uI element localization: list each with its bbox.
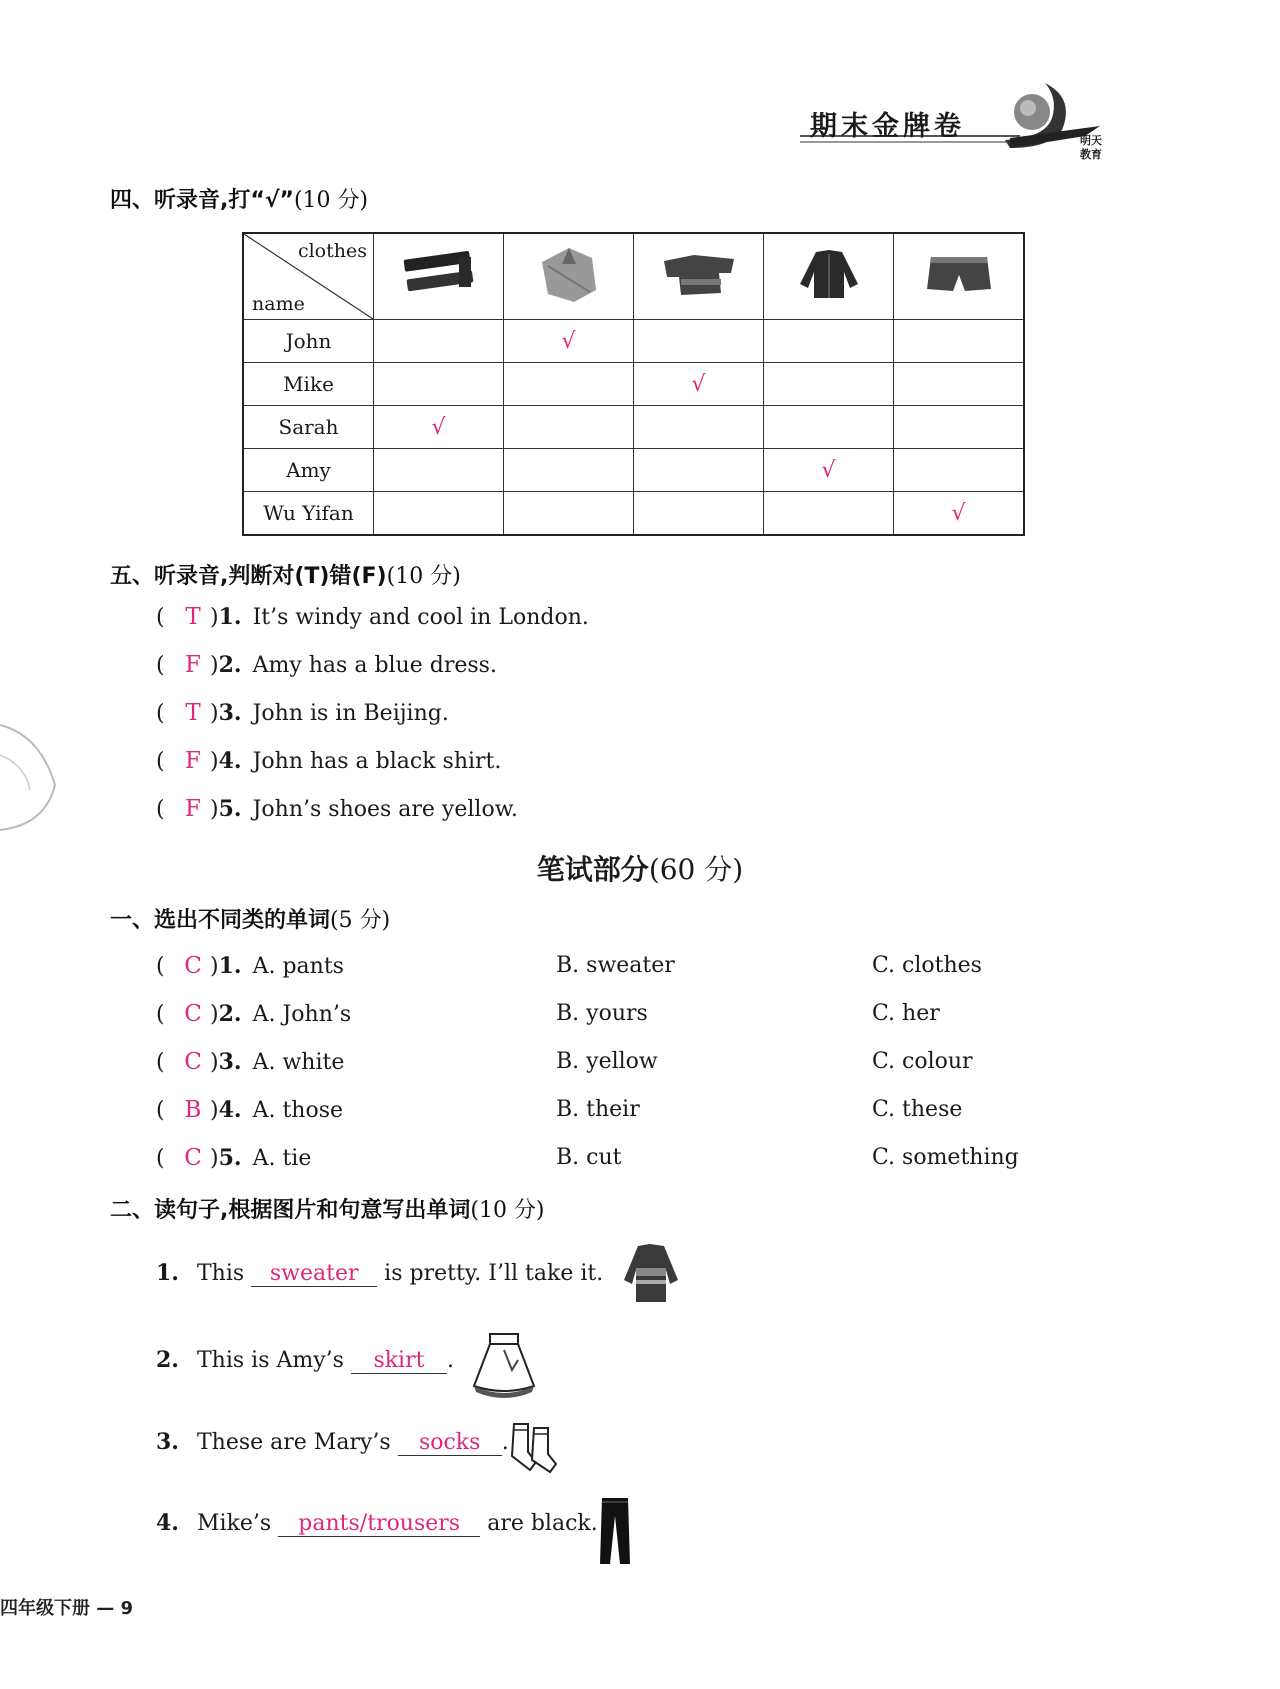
mc-number: 2. — [218, 1001, 242, 1027]
table-cell — [634, 492, 764, 536]
table-cell — [504, 492, 634, 536]
option-a: A. tie — [252, 1146, 312, 1171]
check-mark: √ — [691, 371, 706, 397]
option-b: B. yellow — [556, 1049, 658, 1074]
option-a: A. white — [252, 1050, 345, 1075]
fill-answer: skirt — [351, 1349, 447, 1374]
fill-text-before: This is Amy’s — [197, 1348, 344, 1373]
column-shorts — [894, 233, 1025, 320]
section5-points: (10 分) — [386, 564, 461, 589]
table-cell — [894, 320, 1025, 363]
part2-points: (10 分) — [470, 1198, 545, 1223]
banner-title: 期末金牌卷 — [810, 111, 965, 142]
option-b: B. cut — [556, 1145, 622, 1170]
tf-number: 5. — [218, 796, 242, 822]
tf-answer: T — [185, 604, 201, 630]
fill-text-after: . — [446, 1348, 454, 1373]
table-cell — [894, 492, 1025, 536]
mc-number: 4. — [218, 1097, 242, 1123]
tf-item: ( F )4. John has a black shirt. — [156, 748, 502, 774]
column-sweater — [634, 233, 764, 320]
table-cell — [504, 406, 634, 449]
mc-number: 5. — [218, 1145, 242, 1171]
fill-item — [156, 1347, 454, 1374]
tf-number: 4. — [218, 748, 242, 774]
option-a: A. those — [252, 1098, 344, 1123]
mc-answer: C — [184, 1145, 202, 1171]
mc-answer: C — [184, 953, 202, 979]
sweater-icon — [659, 249, 739, 299]
mc-number: 3. — [218, 1049, 242, 1075]
section5-heading-text: 五、听录音,判断对(T)错(F) — [110, 564, 387, 589]
mc-item: ( B )4. A. those — [156, 1097, 344, 1123]
row-name: Mike — [243, 363, 374, 406]
jacket-icon — [794, 246, 864, 302]
part2-heading-text: 二、读句子,根据图片和句意写出单词 — [110, 1198, 471, 1223]
tf-item: ( T )3. John is in Beijing. — [156, 700, 449, 726]
fill-number: 4. — [156, 1510, 179, 1536]
tf-item: ( F )2. Amy has a blue dress. — [156, 652, 497, 678]
row-name: Sarah — [243, 406, 374, 449]
shirt-icon — [534, 244, 604, 304]
tf-number: 1. — [218, 604, 242, 630]
option-a: A. pants — [252, 954, 344, 979]
table-row — [243, 320, 1024, 363]
option-c: C. these — [872, 1097, 963, 1122]
mc-item: ( C )3. A. white — [156, 1049, 345, 1075]
fill-text-after: is pretty. I’ll take it. — [384, 1261, 604, 1286]
trousers-icon — [596, 1496, 634, 1568]
mc-number: 1. — [218, 953, 242, 979]
fill-item — [156, 1429, 509, 1456]
sweater-icon — [620, 1240, 682, 1308]
check-mark: √ — [431, 414, 446, 440]
section5-heading — [110, 559, 461, 590]
table-cell — [374, 320, 504, 363]
fill-text-before: These are Mary’s — [197, 1430, 391, 1455]
corner-label-clothes: clothes — [297, 240, 367, 262]
option-c: C. something — [872, 1145, 1019, 1170]
part1-points: (5 分) — [330, 908, 391, 933]
fill-answer: sweater — [251, 1262, 377, 1287]
option-b: B. yours — [556, 1001, 648, 1026]
table-cell — [634, 363, 764, 406]
table-cell — [374, 363, 504, 406]
table-cell — [764, 406, 894, 449]
table-cell — [634, 406, 764, 449]
written-section-title — [0, 848, 1280, 888]
mc-item: ( C )1. A. pants — [156, 953, 344, 979]
option-a: A. John’s — [252, 1002, 352, 1027]
table-corner-cell — [243, 233, 374, 320]
fill-text-before: Mike’s — [197, 1511, 272, 1536]
stamp-graphic — [0, 715, 60, 835]
written-points: (60 分) — [648, 853, 744, 886]
mc-answer: C — [184, 1001, 202, 1027]
page-footer — [0, 1594, 133, 1620]
fill-number: 2. — [156, 1347, 179, 1373]
tf-statement: John’s shoes are yellow. — [252, 797, 518, 822]
section4-heading-text: 四、听录音,打“√” — [110, 188, 294, 213]
part1-heading — [110, 903, 390, 934]
option-b: B. their — [556, 1097, 640, 1122]
clothes-table — [242, 232, 1025, 536]
corner-label-name: name — [252, 293, 305, 315]
tf-statement: John has a black shirt. — [252, 749, 502, 774]
mc-item: ( C )2. A. John’s — [156, 1001, 352, 1027]
table-row — [243, 406, 1024, 449]
tf-answer: T — [185, 700, 201, 726]
skirt-icon — [466, 1330, 542, 1402]
table-cell — [504, 320, 634, 363]
banner-logo-text: 明天教育 — [1080, 134, 1102, 161]
table-cell — [634, 449, 764, 492]
table-cell — [374, 492, 504, 536]
table-cell — [374, 449, 504, 492]
table-header-row — [243, 233, 1024, 320]
check-mark: √ — [951, 500, 966, 526]
table-cell — [634, 320, 764, 363]
table-cell — [504, 449, 634, 492]
fill-number: 3. — [156, 1429, 179, 1455]
column-shirt — [504, 233, 634, 320]
fill-text-after: are black. — [487, 1511, 598, 1536]
table-row — [243, 449, 1024, 492]
page-number: — 9 — [96, 1598, 134, 1619]
part1-heading-text: 一、选出不同类的单词 — [110, 908, 331, 933]
tf-item: ( F )5. John’s shoes are yellow. — [156, 796, 518, 822]
fill-item — [156, 1510, 598, 1537]
table-cell — [764, 320, 894, 363]
table-row — [243, 492, 1024, 536]
tf-statement: It’s windy and cool in London. — [252, 605, 589, 630]
footer-grade: 四年级下册 — [0, 1598, 90, 1619]
written-title-text: 笔试部分 — [536, 853, 649, 886]
fill-answer: pants/trousers — [278, 1512, 480, 1537]
row-name: Wu Yifan — [243, 492, 374, 536]
pants-icon — [399, 249, 479, 299]
tf-answer: F — [185, 796, 201, 822]
table-cell — [764, 492, 894, 536]
table-cell — [374, 406, 504, 449]
fill-item — [156, 1260, 603, 1287]
tf-statement: John is in Beijing. — [252, 701, 449, 726]
section4-points: (10 分) — [293, 188, 369, 213]
table-cell — [894, 363, 1025, 406]
mc-item: ( C )5. A. tie — [156, 1145, 312, 1171]
tf-statement: Amy has a blue dress. — [252, 653, 497, 678]
tf-number: 2. — [218, 652, 242, 678]
check-mark: √ — [561, 328, 576, 354]
table-row — [243, 363, 1024, 406]
tf-answer: F — [185, 652, 201, 678]
mc-answer: C — [184, 1049, 202, 1075]
row-name: Amy — [243, 449, 374, 492]
fill-answer: socks — [398, 1431, 502, 1456]
table-cell — [894, 449, 1025, 492]
fill-text-after: . — [501, 1430, 509, 1455]
option-b: B. sweater — [556, 953, 675, 978]
socks-icon — [506, 1420, 562, 1476]
table-cell — [894, 406, 1025, 449]
mc-answer: B — [184, 1097, 202, 1123]
fill-text-before: This — [197, 1261, 245, 1286]
tf-number: 3. — [218, 700, 242, 726]
table-cell — [504, 363, 634, 406]
option-c: C. her — [872, 1001, 940, 1026]
tf-item: ( T )1. It’s windy and cool in London. — [156, 604, 589, 630]
option-c: C. colour — [872, 1049, 973, 1074]
row-name: John — [243, 320, 374, 363]
tf-answer: F — [185, 748, 201, 774]
table-cell — [764, 363, 894, 406]
section4-heading — [110, 183, 368, 214]
part2-heading — [110, 1193, 545, 1224]
table-cell — [764, 449, 894, 492]
option-c: C. clothes — [872, 953, 982, 978]
shorts-icon — [923, 249, 995, 299]
check-mark: √ — [821, 457, 836, 483]
fill-number: 1. — [156, 1260, 179, 1286]
column-jacket — [764, 233, 894, 320]
column-pants — [374, 233, 504, 320]
